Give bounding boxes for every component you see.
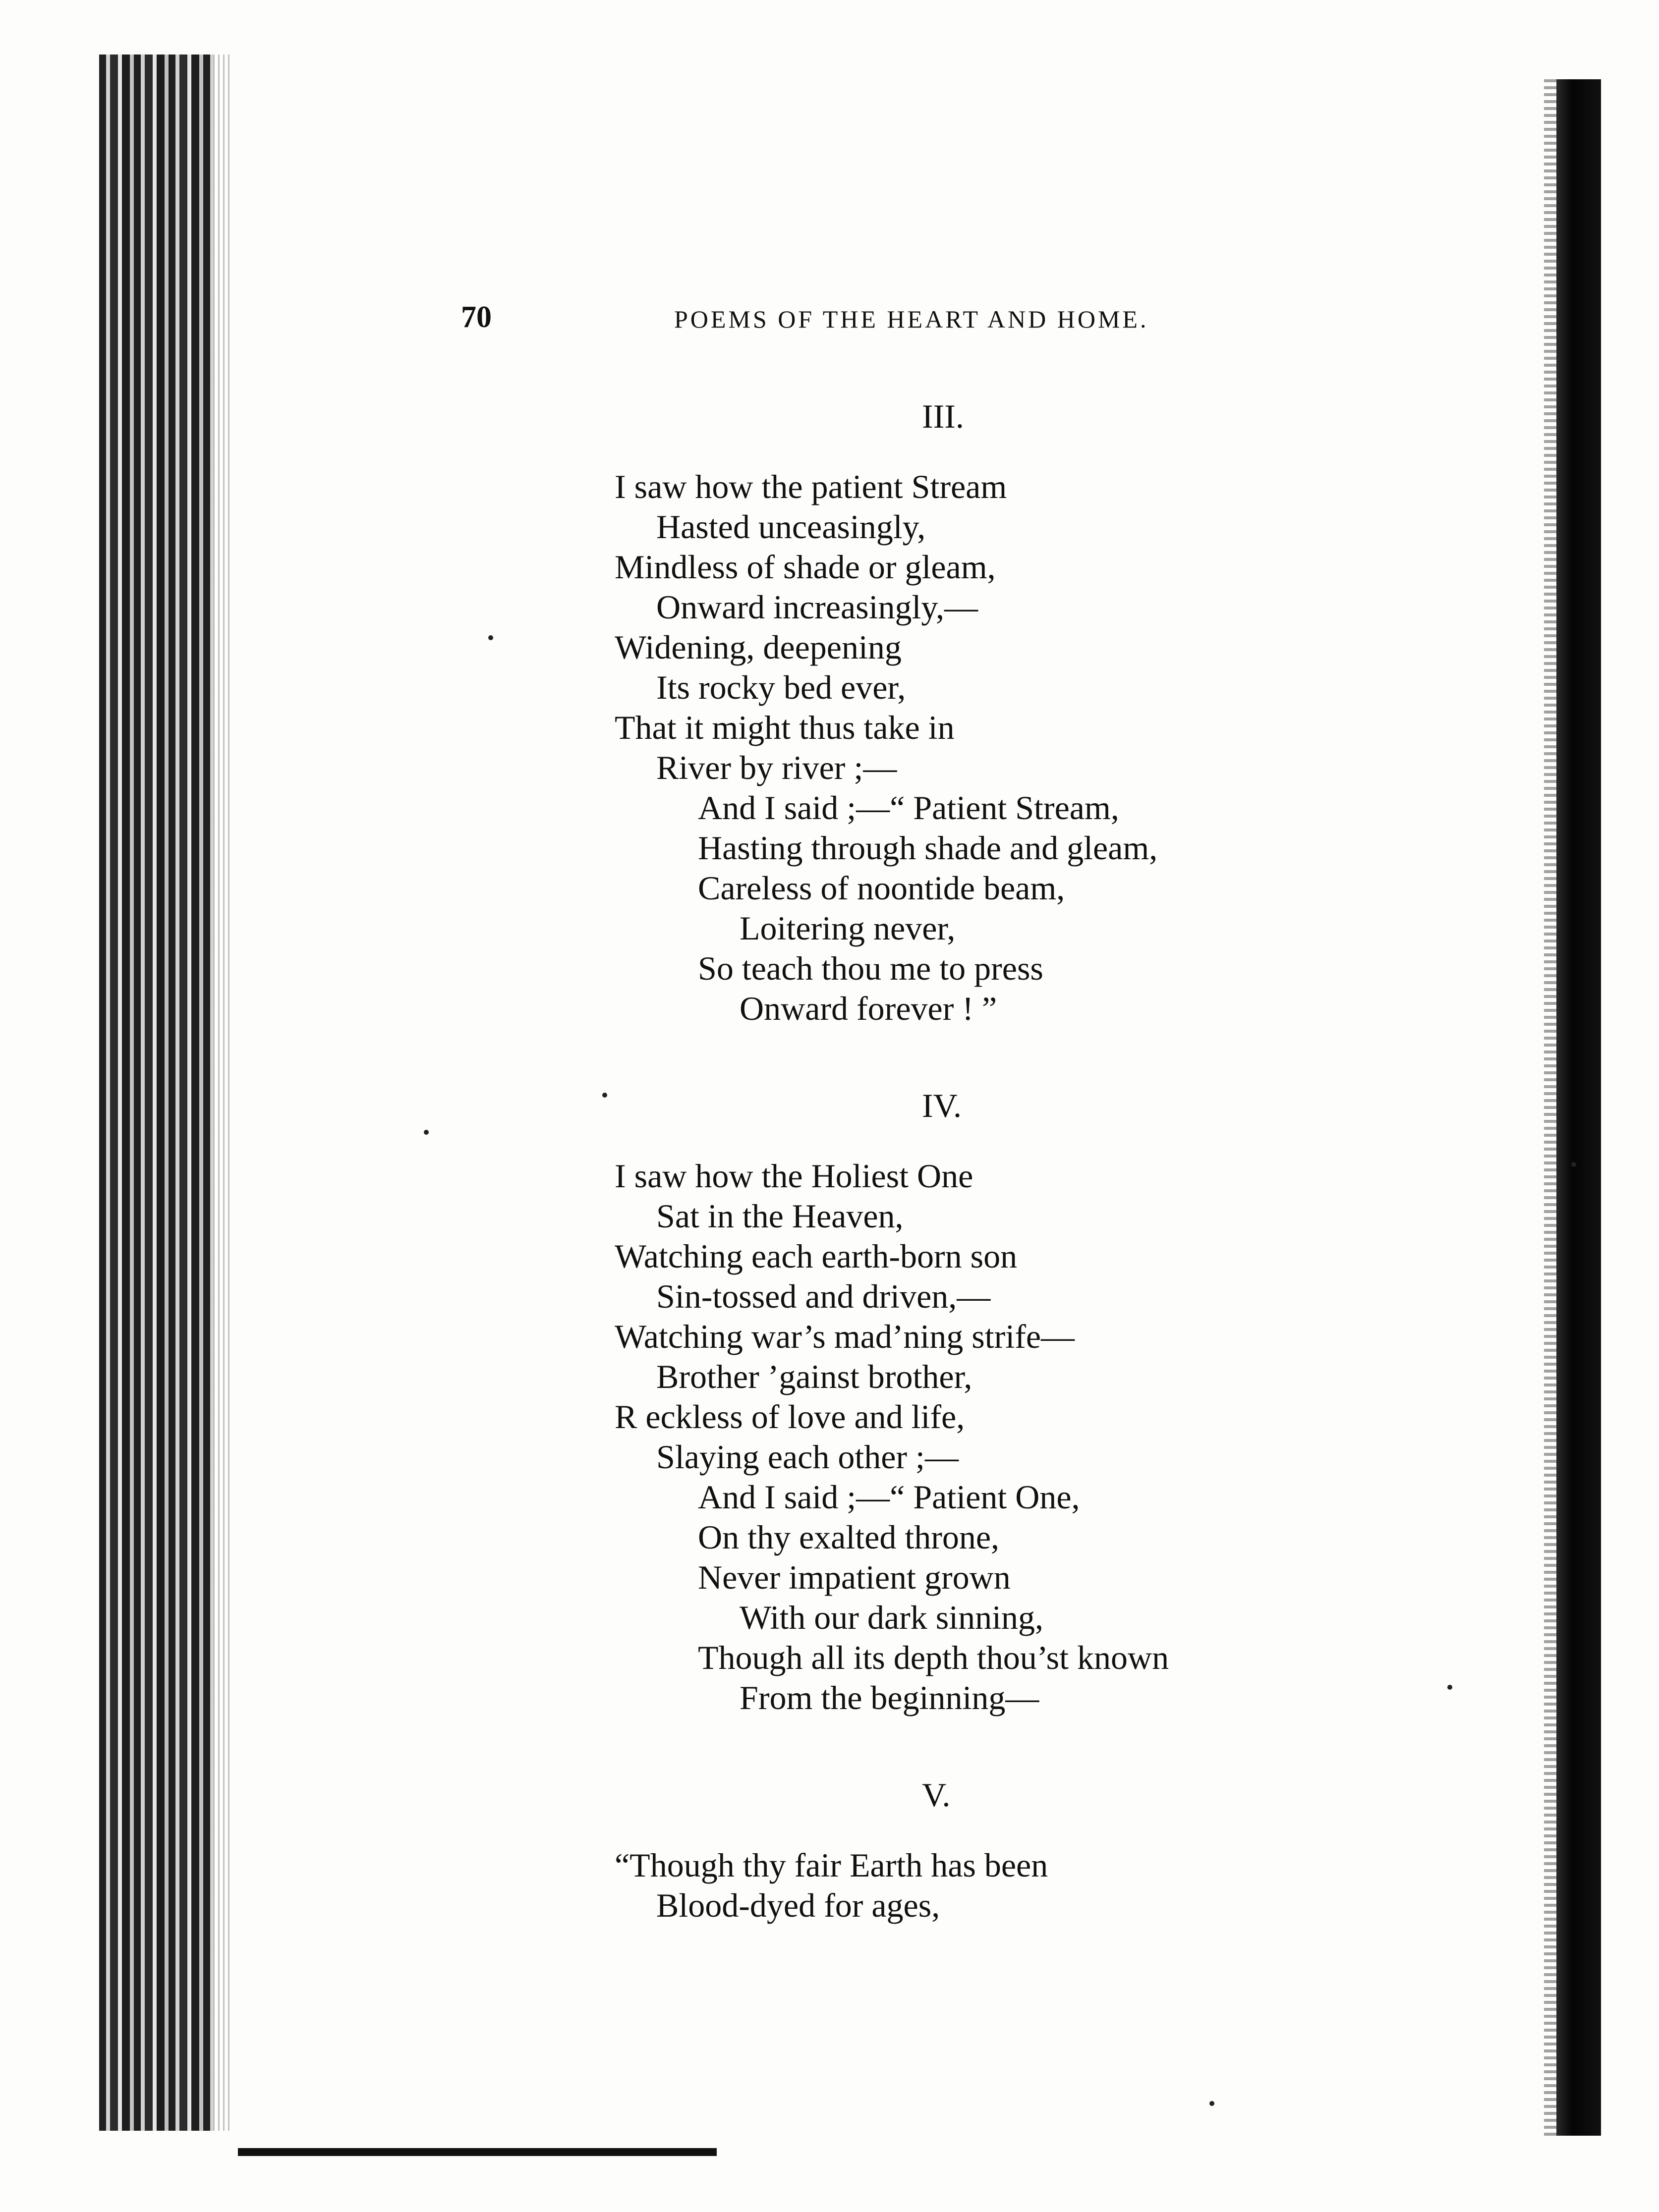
- poem-line: River by river ;—: [656, 749, 897, 786]
- poem-line: Its rocky bed ever,: [656, 668, 906, 706]
- print-speck: [488, 635, 493, 640]
- poem-line: Though all its depth thou’st known: [698, 1639, 1169, 1676]
- poem-line: Sin-tossed and driven,—: [656, 1277, 991, 1315]
- poem-line: With our dark sinning,: [740, 1599, 1043, 1636]
- poem-line: Sat in the Heaven,: [656, 1197, 904, 1235]
- poem-body: [615, 391, 1309, 1926]
- print-speck: [424, 1130, 429, 1135]
- stanza-number: IV.: [922, 1087, 962, 1124]
- poem-line: Brother ’gainst brother,: [656, 1358, 973, 1395]
- poem-line: “Though thy fair Earth has been: [615, 1846, 1048, 1884]
- binding-shadow: [213, 55, 233, 2131]
- poem-line: Widening, deepening: [615, 628, 902, 666]
- poem-line: R eckless of love and life,: [615, 1398, 965, 1436]
- poem-line: On thy exalted throne,: [698, 1518, 1000, 1556]
- poem-line: And I said ;—“ Patient Stream,: [698, 789, 1119, 827]
- poem-line: That it might thus take in: [615, 709, 955, 746]
- print-speck: [1209, 2101, 1214, 2106]
- poem-line: I saw how the Holiest One: [615, 1157, 973, 1195]
- poem-line: From the beginning—: [740, 1679, 1039, 1716]
- page-header: [461, 297, 1264, 337]
- book-edge-right: [1556, 79, 1601, 2136]
- poem-line: Onward increasingly,—: [656, 588, 978, 626]
- bottom-scan-marks: [585, 2148, 724, 2156]
- stanza-number: III.: [922, 397, 964, 435]
- page-number: 70: [461, 300, 492, 334]
- poem-line: And I said ;—“ Patient One,: [698, 1478, 1080, 1516]
- stanza: [615, 1081, 1309, 1718]
- poem-line: Onward forever ! ”: [740, 990, 997, 1027]
- poem-line: Careless of noontide beam,: [698, 869, 1065, 907]
- poem-line: Blood-dyed for ages,: [656, 1886, 940, 1924]
- stanza: [615, 1770, 1309, 1926]
- poem-line: Hasted unceasingly,: [656, 508, 926, 546]
- stanza-number: V.: [922, 1776, 951, 1814]
- print-speck: [1447, 1685, 1452, 1690]
- stanza: [615, 391, 1309, 1029]
- poem-line: Watching each earth-born son: [615, 1237, 1018, 1275]
- poem-line: I saw how the patient Stream: [615, 468, 1007, 505]
- poem-line: So teach thou me to press: [698, 949, 1043, 987]
- poem-line: Never impatient grown: [698, 1558, 1011, 1596]
- poem-line: Loitering never,: [740, 909, 956, 947]
- running-title: POEMS OF THE HEART AND HOME.: [674, 305, 1149, 333]
- print-speck: [1571, 1162, 1576, 1167]
- print-speck: [602, 1093, 607, 1098]
- poem-line: Hasting through shade and gleam,: [698, 829, 1158, 867]
- book-binding-edge-left: [99, 55, 213, 2131]
- poem-line: Watching war’s mad’ning strife—: [615, 1318, 1075, 1355]
- poem-line: Mindless of shade or gleam,: [615, 548, 996, 586]
- poem-line: Slaying each other ;—: [656, 1438, 959, 1476]
